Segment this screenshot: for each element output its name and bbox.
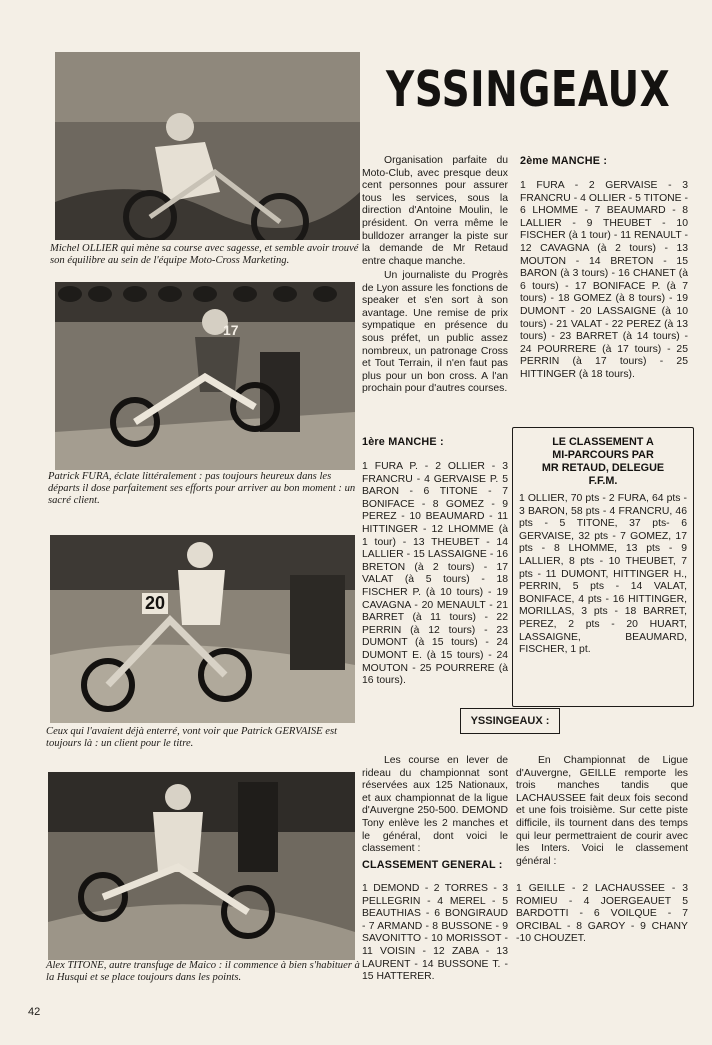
auvergne-results: 1 GEILLE - 2 LACHAUSSEE - 3 ROMIEU - 4 JOERGEAUET 5 BARDOTTI - 6 VOILQUE - 7 ORCIBAL - 8 GAROY - 9 CHANY -10 CHOUZET. bbox=[516, 883, 688, 945]
manche2-heading: 2ème MANCHE : bbox=[520, 155, 608, 167]
plate-number-fura: 17 bbox=[223, 322, 239, 338]
manche1-results: 1 FURA P. - 2 OLLIER - 3 FRANCRU - 4 GERVAISE P. 5 BARON - 6 TITONE - 7 BONIFACE - 8 GOMEZ - 9 PEREZ - 10 BEAUMARD - 11 HITTINGER - 12 LHOMME (à 1 tour) - 13 THEUBET - 14 LALLIER - 15 LASSAIGNE - 16 BRETON (à 2 tours) - 17 VALAT (à 5 tours) - 18 FISCHER P. (à 10 tours) - 19 CAVAGNA - 20 MENAULT - 21 BARRET (à 11 tours) - 22 PERRIN (à 12 tours) - 23 DUMONT (à 15 tours) - 24 DUMONT E. (à 15 tours) - 24 MOUTON - 25 POURRERE (à 16 tours). bbox=[362, 461, 508, 687]
box-title-line: LE CLASSEMENT A bbox=[552, 436, 654, 448]
manche2-results: 1 FURA - 2 GERVAISE - 3 FRANCRU - 4 OLLIER - 5 TITONE - 6 LHOMME - 7 BEAUMARD - 8 LALLIER - 9 THEUBET - 10 FISCHER (à 1 tour) - 11 RENAULT - 12 CAVAGNA (à 2 tours) - 13 MOUTON - 14 BRETON - 15 BARON (à 3 tours) - 16 CHANET (à 6 tours) - 17 BONIFACE P. (à 7 tours) - 18 GOMEZ (à 8 tours) - 19 DUMONT - 20 LASSAIGNE (à 10 tours) - 21 VALAT - 22 PEREZ (à 13 tours) - 23 BARRET (à 14 tours) - 24 POURRERE (à 17 tours) - 25 PERRIN (à 17 tours) - 25 HITTINGER (à 18 tours). bbox=[520, 180, 688, 380]
journalist-text: Un journaliste du Progrès de Lyon assure les fonctions de speaker et s'en sort à son avantage. Une remise de prix sympatique en présence du sous préfet, un public assez nombreux, un patronage Cross et Tout Terrain, il n'en faut pas plus pour un bon cross. A l'an prochain pour d'autres courses. bbox=[362, 270, 508, 395]
box-title-line: MI-PARCOURS PAR bbox=[552, 449, 654, 461]
classement-box bbox=[512, 427, 694, 707]
caption-titone: Alex TITONE, autre transfuge de Maico : il commence à bien s'habituer à la Husqui et se place toujours dans les points. bbox=[46, 960, 360, 983]
caption-fura: Patrick FURA, éclate littéralement : pas toujours heureux dans les départs il dose parfaitement ses efforts pour arriver au bon moment : un sacré client. bbox=[48, 471, 356, 506]
classement-box-text: 1 OLLIER, 70 pts - 2 FURA, 64 pts - 3 BARON, 58 pts - 4 FRANCRU, 46 pts - 5 TITONE, 37 pts- 6 GERVAISE, 32 pts - 7 GOMEZ, 17 pts - 8 LHOMME, 13 pts - 9 LALLIER, 8 pts - 10 THEUBET, 7 pts - 11 DUMONT, HITTINGER H., PERRIN, 5 pts - 14 VALAT, BONIFACE, 4 pts - 16 HITTINGER, MORILLAS, 3 pts - 18 BARRET, PEREZ, 2 pts - 20 HUART, LASSAIGNE, BEAUMARD, FISCHER, 1 pt. bbox=[519, 493, 687, 656]
classement-box-title bbox=[513, 436, 693, 488]
auvergne-text: En Championnat de Ligue d'Auvergne, GEILLE remporte les trois manches tandis que LACHAUSSEE fait deux fois second et une fois troisième. Sur cette piste difficile, ils tournent dans des temps qui leur permettraient de courir avec les Inters. Voici le classement général : bbox=[516, 755, 688, 867]
general-heading: CLASSEMENT GENERAL : bbox=[362, 859, 503, 871]
rider-ollier-image bbox=[55, 52, 360, 240]
page-number: 42 bbox=[28, 1006, 41, 1018]
photo-titone bbox=[48, 772, 355, 960]
lever-text: Les course en lever de rideau du championnat sont réservées aux 125 Nationaux, et aux championnat de la ligue d'Auvergne 250-500. DEMOND Tony enlève les 2 manches et le général, dont voici le classement : bbox=[362, 755, 508, 855]
plate-number-gervaise: 20 bbox=[142, 593, 168, 614]
rider-fura-image bbox=[55, 282, 355, 470]
photo-ollier bbox=[55, 52, 360, 240]
photo-gervaise bbox=[50, 535, 355, 723]
rider-titone-image bbox=[48, 772, 355, 960]
box-title-line: MR RETAUD, DELEGUE bbox=[541, 462, 665, 474]
page-title: YSSINGEAUX bbox=[386, 62, 671, 119]
photo-fura bbox=[55, 282, 355, 470]
general-results: 1 DEMOND - 2 TORRES - 3 PELLEGRIN - 4 MEREL - 5 BEAUTHIAS - 6 BONGIRAUD - 7 ARMAND - 8 BUSSONE - 9 SAVONITTO - 10 MORISSOT - 11 VOISIN - 12 ZABA - 13 LAURENT - 14 BUSSONE T. - 15 HATTERER. bbox=[362, 883, 508, 983]
intro-text: Organisation parfaite du Moto-Club, avec presque deux cent personnes pour assurer tous les services, sous la direction d'Antoine Moulin, le président. On verra même le bulldozer arranger la piste sur la demande de Mr Retaud entre chaque manche. bbox=[362, 155, 508, 267]
caption-ollier: Michel OLLIER qui mène sa course avec sagesse, et semble avoir trouvé son équilibre au sein de l'équipe Moto-Cross Marketing. bbox=[50, 243, 359, 266]
caption-gervaise: Ceux qui l'avaient déjà enterré, vont voir que Patrick GERVAISE est toujours là : un client pour le titre. bbox=[46, 726, 338, 749]
box-title-line: F.F.M. bbox=[588, 475, 618, 487]
section-label: YSSINGEAUX : bbox=[460, 708, 560, 734]
rider-gervaise-image bbox=[50, 535, 355, 723]
manche1-heading: 1ère MANCHE : bbox=[362, 436, 444, 448]
